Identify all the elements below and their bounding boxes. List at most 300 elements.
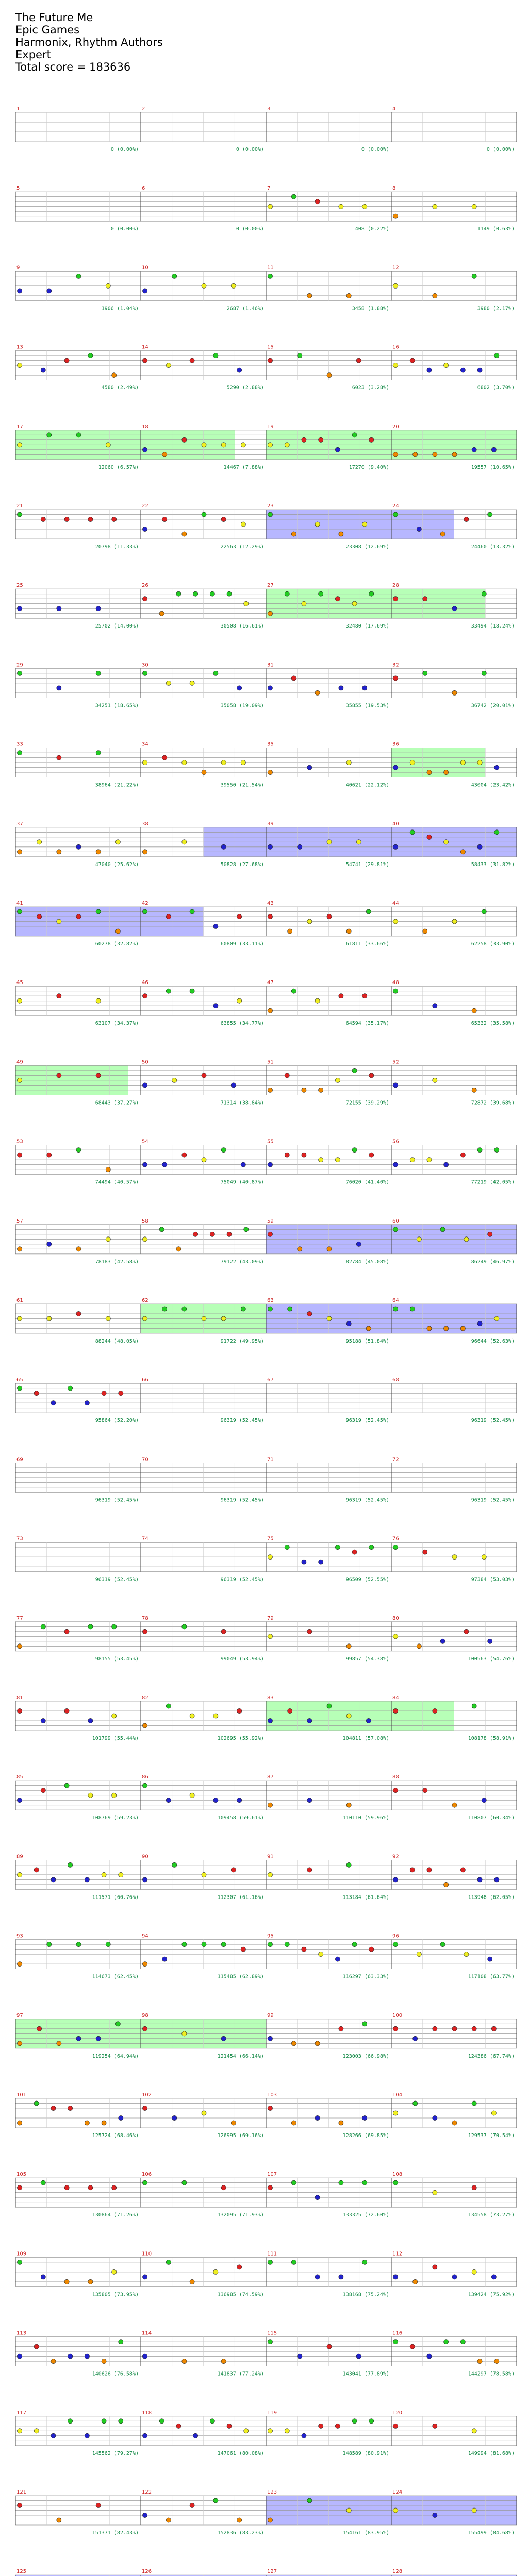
note-gem — [96, 998, 101, 1003]
note-gem — [327, 1247, 332, 1251]
note-gem — [51, 1877, 56, 1882]
measure-number: 7 — [267, 185, 271, 192]
note-gem — [327, 2344, 332, 2349]
measure-number: 116 — [392, 2330, 403, 2336]
note-gem — [285, 2429, 289, 2433]
note-gem — [427, 770, 432, 775]
note-gem — [17, 1798, 22, 1803]
note-gem — [464, 1237, 469, 1242]
note-gem — [362, 2180, 367, 2185]
measure-score: 39550 (21.54%) — [220, 782, 264, 788]
note-gem — [393, 844, 398, 849]
note-gem — [452, 2026, 457, 2031]
note-gem — [231, 1083, 236, 1088]
measure-number: 14 — [142, 344, 148, 350]
measure-number: 6 — [142, 185, 145, 192]
note-gem — [460, 1153, 465, 1157]
note-gem — [202, 443, 206, 447]
measure-score: 108769 (59.23%) — [92, 1815, 139, 1821]
measure-number: 128 — [392, 2569, 403, 2575]
measure-score: 62258 (33.90%) — [471, 941, 515, 947]
note-gem — [393, 2508, 398, 2513]
note-gem — [119, 2419, 123, 2424]
measure-score: 96319 (52.45%) — [95, 1577, 139, 1583]
note-gem — [460, 760, 465, 765]
note-gem — [444, 363, 449, 368]
note-gem — [327, 840, 332, 844]
measure-number: 111 — [267, 2251, 277, 2257]
note-gem — [57, 606, 61, 611]
note-gem — [221, 844, 226, 849]
measure-score: 40621 (22.12%) — [345, 782, 389, 788]
note-gem — [96, 751, 101, 755]
note-gem — [64, 517, 69, 521]
note-gem — [221, 443, 226, 447]
note-gem — [472, 1088, 476, 1092]
measure-score: 96644 (52.63%) — [471, 1338, 515, 1344]
note-gem — [452, 2121, 457, 2125]
measure-number: 126 — [142, 2569, 152, 2575]
note-gem — [112, 1714, 117, 1718]
note-gem — [452, 606, 457, 611]
chart-row — [15, 106, 517, 152]
note-gem — [202, 2111, 206, 2115]
note-gem — [268, 1634, 272, 1639]
measure-score: 136985 (74.59%) — [217, 2292, 264, 2298]
note-gem — [433, 1708, 437, 1713]
measure-number: 19 — [267, 423, 274, 430]
note-gem — [460, 1868, 465, 1872]
measure-score: 145562 (79.27%) — [92, 2450, 139, 2456]
measure-number: 93 — [16, 1933, 23, 1939]
note-gem — [307, 293, 312, 298]
note-gem — [17, 512, 22, 517]
note-gem — [241, 1947, 245, 1952]
note-gem — [37, 2026, 42, 2031]
measure-number: 2 — [142, 106, 145, 112]
measure-score: 110807 (60.34%) — [468, 1815, 515, 1821]
measure-score: 96319 (52.45%) — [220, 1418, 264, 1424]
measure-number: 91 — [267, 1854, 274, 1860]
measure-score: 109458 (59.61%) — [217, 1815, 264, 1821]
measure-number: 109 — [16, 2251, 27, 2257]
note-gem — [362, 204, 367, 209]
measure-score: 96319 (52.45%) — [345, 1497, 389, 1503]
note-gem — [182, 532, 187, 536]
measure-number: 54 — [142, 1139, 148, 1145]
note-gem — [268, 1872, 272, 1877]
note-gem — [472, 2101, 476, 2106]
measure-number: 4 — [392, 106, 396, 112]
note-gem — [268, 2036, 272, 2041]
measure-number: 28 — [392, 583, 399, 589]
measure-number: 122 — [142, 2489, 152, 2495]
note-gem — [237, 2265, 242, 2269]
measure-number: 67 — [267, 1377, 274, 1383]
note-gem — [307, 1868, 312, 1872]
note-gem — [319, 2424, 323, 2428]
chart-row — [15, 503, 517, 550]
measure-number: 45 — [16, 980, 23, 986]
note-gem — [268, 2260, 272, 2264]
note-gem — [68, 2354, 73, 2359]
note-gem — [362, 2260, 367, 2264]
measure-number: 74 — [142, 1536, 148, 1542]
measure-number: 80 — [392, 1615, 399, 1621]
note-gem — [221, 2185, 226, 2190]
note-gem — [241, 443, 245, 447]
note-gem — [423, 1550, 427, 1554]
note-gem — [76, 914, 81, 919]
measure-score: 96319 (52.45%) — [345, 1418, 389, 1424]
measure-number: 63 — [267, 1298, 274, 1303]
measure-score: 408 (0.22%) — [355, 226, 389, 232]
note-gem — [142, 289, 147, 293]
note-gem — [17, 671, 22, 675]
measure-score: 99857 (54.38%) — [345, 1656, 389, 1662]
note-gem — [237, 1798, 242, 1803]
note-gem — [464, 1629, 469, 1634]
measure-number: 118 — [142, 2410, 152, 2416]
measure-score: 113184 (61.64%) — [342, 1894, 389, 1901]
note-gem — [319, 1158, 323, 1162]
note-gem — [423, 929, 427, 934]
chart-row — [15, 2569, 517, 2576]
measure-number: 58 — [142, 1218, 148, 1224]
note-gem — [162, 1957, 167, 1961]
measure-number: 65 — [16, 1377, 23, 1383]
note-gem — [85, 1877, 89, 1882]
note-gem — [182, 2180, 187, 2185]
measure-score: 74494 (40.57%) — [95, 1179, 139, 1185]
note-gem — [41, 1624, 45, 1629]
note-gem — [17, 1962, 22, 1967]
note-gem — [244, 2429, 249, 2433]
measure-score: 71314 (38.84%) — [220, 1100, 264, 1106]
measure-score: 143041 (77.89%) — [342, 2371, 389, 2377]
note-gem — [346, 1714, 351, 1718]
measure-score: 65332 (35.58%) — [471, 1021, 515, 1027]
note-gem — [182, 1942, 187, 1947]
note-gem — [494, 2359, 499, 2364]
note-gem — [291, 2041, 296, 2046]
measure-score: 86249 (46.97%) — [471, 1259, 515, 1265]
note-gem — [142, 2180, 147, 2185]
note-gem — [302, 2433, 306, 2438]
chart-row — [15, 1298, 517, 1344]
measure-number: 26 — [142, 583, 148, 589]
note-gem — [427, 1326, 432, 1331]
measure-number: 73 — [16, 1536, 23, 1542]
note-gem — [202, 1158, 206, 1162]
measure-number: 41 — [16, 901, 23, 906]
note-gem — [213, 1714, 218, 1718]
note-gem — [106, 1316, 110, 1321]
note-gem — [285, 443, 289, 447]
note-gem — [190, 1793, 194, 1798]
note-gem — [433, 2026, 437, 2031]
note-gem — [339, 686, 343, 690]
note-gem — [96, 1073, 101, 1078]
chart-row — [15, 1536, 517, 1583]
note-gem — [427, 1158, 432, 1162]
note-gem — [237, 368, 242, 372]
note-gem — [41, 2275, 45, 2279]
note-gem — [41, 368, 45, 372]
note-gem — [482, 909, 486, 914]
note-gem — [176, 2424, 181, 2428]
note-gem — [472, 274, 476, 278]
note-gem — [268, 443, 272, 447]
note-gem — [17, 1872, 22, 1877]
note-gem — [162, 1307, 167, 1311]
note-gem — [423, 671, 427, 675]
note-gem — [17, 1316, 22, 1321]
note-gem — [34, 2344, 39, 2349]
note-gem — [352, 433, 357, 437]
note-gem — [488, 512, 492, 517]
note-gem — [393, 676, 398, 681]
measure-number: 123 — [267, 2489, 277, 2495]
measure-score: 1906 (1.04%) — [101, 306, 139, 312]
note-gem — [491, 2111, 496, 2115]
note-gem — [315, 2041, 320, 2046]
note-gem — [96, 671, 101, 675]
note-gem — [460, 850, 465, 854]
measure-number: 79 — [267, 1615, 274, 1621]
note-gem — [393, 1877, 398, 1882]
note-gem — [268, 1307, 272, 1311]
measure-number: 5 — [16, 185, 20, 192]
note-gem — [119, 2115, 123, 2120]
measure-number: 100 — [392, 2012, 403, 2019]
note-gem — [477, 368, 482, 372]
chart-row — [15, 1616, 517, 1662]
measure-score: 36742 (20.01%) — [471, 703, 515, 709]
note-gem — [57, 850, 61, 854]
note-gem — [460, 1326, 465, 1331]
note-gem — [106, 1237, 110, 1242]
measure-score: 38964 (21.22%) — [95, 782, 139, 788]
note-gem — [302, 1560, 306, 1564]
note-gem — [268, 2340, 272, 2344]
note-gem — [315, 522, 320, 527]
note-gem — [142, 760, 147, 765]
measure-score: 50828 (27.68%) — [220, 861, 264, 868]
measure-number: 87 — [267, 1774, 274, 1781]
note-gem — [427, 835, 432, 839]
note-gem — [64, 2185, 69, 2190]
note-gem — [452, 919, 457, 924]
note-gem — [159, 1227, 164, 1232]
note-gem — [393, 214, 398, 218]
chart-row — [15, 583, 517, 629]
note-gem — [268, 914, 272, 919]
note-gem — [488, 1232, 492, 1236]
note-gem — [291, 989, 296, 993]
note-gem — [142, 1083, 147, 1088]
note-gem — [464, 1952, 469, 1957]
measure-number: 59 — [267, 1218, 274, 1224]
note-gem — [362, 2022, 367, 2026]
note-gem — [221, 2036, 226, 2041]
measure-score: 32480 (17.69%) — [345, 623, 389, 630]
note-gem — [268, 358, 272, 363]
note-gem — [291, 194, 296, 199]
note-gem — [307, 919, 312, 924]
note-gem — [237, 686, 242, 690]
note-gem — [393, 1942, 398, 1947]
note-gem — [88, 517, 93, 521]
measure-number: 92 — [392, 1854, 399, 1860]
note-gem — [47, 433, 52, 437]
chart-row — [15, 2331, 517, 2377]
measure-score: 43004 (23.42%) — [471, 782, 515, 788]
note-gem — [237, 998, 242, 1003]
note-gem — [346, 293, 351, 298]
measure-score: 76020 (41.40%) — [345, 1179, 389, 1185]
note-gem — [142, 994, 147, 998]
chart-row — [15, 662, 517, 708]
measure-score: 22563 (12.29%) — [220, 544, 264, 550]
note-gem — [202, 512, 206, 517]
note-gem — [268, 1162, 272, 1167]
note-gem — [339, 2180, 343, 2185]
note-gem — [68, 2106, 73, 2110]
measure-score: 129537 (70.54%) — [468, 2133, 515, 2139]
note-gem — [17, 1078, 22, 1082]
note-gem — [17, 751, 22, 755]
measure-score: 12060 (6.57%) — [98, 464, 139, 470]
chart-row — [15, 424, 517, 470]
note-gem — [57, 2041, 61, 2046]
note-gem — [302, 1153, 306, 1157]
note-gem — [268, 770, 272, 775]
measure-number: 32 — [392, 662, 399, 668]
note-gem — [142, 2354, 147, 2359]
note-gem — [327, 1704, 332, 1708]
note-gem — [366, 1718, 371, 1723]
note-gem — [51, 2433, 56, 2438]
note-gem — [142, 1237, 147, 1242]
measure-score: 1149 (0.63%) — [477, 226, 515, 232]
measure-score: 130864 (71.26%) — [92, 2212, 139, 2218]
note-gem — [241, 522, 245, 527]
note-gem — [142, 1162, 147, 1167]
note-gem — [166, 1704, 171, 1708]
note-gem — [17, 909, 22, 914]
note-gem — [393, 989, 398, 993]
measure-score: 134558 (73.27%) — [468, 2212, 515, 2218]
measure-score: 3980 (2.17%) — [477, 306, 515, 312]
note-gem — [119, 1872, 123, 1877]
note-gem — [268, 611, 272, 616]
measure-score: 95188 (51.84%) — [345, 1338, 389, 1344]
note-gem — [17, 443, 22, 447]
note-gem — [96, 909, 101, 914]
note-gem — [339, 2121, 343, 2125]
note-gem — [76, 2036, 81, 2041]
measure-score: 102695 (55.92%) — [217, 1736, 264, 1741]
note-gem — [241, 760, 245, 765]
measure-number: 94 — [142, 1933, 148, 1939]
measure-score: 24460 (13.32%) — [471, 544, 515, 550]
measure-score: 0 (0.00%) — [110, 226, 139, 232]
note-gem — [491, 2275, 496, 2279]
note-gem — [366, 1326, 371, 1331]
note-gem — [41, 1788, 45, 1793]
measure-score: 119254 (64.94%) — [92, 2053, 139, 2059]
note-gem — [142, 1783, 147, 1788]
note-gem — [319, 1088, 323, 1092]
note-gem — [193, 591, 198, 596]
note-gem — [88, 1624, 93, 1629]
measure-number: 3 — [267, 106, 271, 112]
measure-score: 96319 (52.45%) — [471, 1497, 515, 1503]
note-gem — [64, 1629, 69, 1634]
measure-number: 62 — [142, 1298, 148, 1303]
note-gem — [444, 770, 449, 775]
measure-score: 60278 (32.82%) — [95, 941, 139, 947]
measure-number: 36 — [392, 741, 399, 748]
note-gem — [76, 1148, 81, 1153]
chart-row — [15, 821, 517, 868]
note-gem — [85, 1401, 89, 1405]
note-gem — [68, 1862, 73, 1867]
note-gem — [285, 1073, 289, 1078]
measure-score: 97384 (53.03%) — [471, 1577, 515, 1583]
note-gem — [190, 909, 194, 914]
note-gem — [202, 1316, 206, 1321]
note-gem — [477, 1877, 482, 1882]
note-gem — [477, 844, 482, 849]
measure-score: 96319 (52.45%) — [220, 1577, 264, 1583]
note-gem — [221, 1942, 226, 1947]
measure-score: 58433 (31.82%) — [471, 861, 515, 868]
measure-score: 0 (0.00%) — [361, 147, 389, 152]
note-gem — [96, 2503, 101, 2507]
note-gem — [47, 1316, 52, 1321]
note-gem — [142, 909, 147, 914]
note-gem — [298, 353, 302, 358]
note-gem — [182, 760, 187, 765]
measure-score: 110110 (59.96%) — [342, 1815, 389, 1821]
note-gem — [210, 1232, 214, 1236]
note-gem — [472, 2185, 476, 2190]
note-gem — [464, 517, 469, 521]
note-gem — [96, 2036, 101, 2041]
measure-number: 49 — [16, 1059, 23, 1065]
chart-row — [15, 2092, 517, 2139]
note-gem — [268, 204, 272, 209]
note-gem — [494, 1316, 499, 1321]
note-gem — [47, 289, 52, 293]
note-gem — [102, 2359, 106, 2364]
note-gem — [346, 2508, 351, 2513]
note-gem — [472, 1704, 476, 1708]
note-gem — [339, 2026, 343, 2031]
note-gem — [182, 1307, 187, 1311]
measure-score: 121454 (66.14%) — [217, 2053, 264, 2059]
note-gem — [47, 1153, 52, 1157]
note-gem — [213, 1798, 218, 1803]
note-gem — [433, 293, 437, 298]
note-gem — [366, 909, 371, 914]
note-gem — [162, 1162, 167, 1167]
note-gem — [17, 1708, 22, 1713]
chart-row — [15, 1774, 517, 1821]
note-gem — [34, 2429, 39, 2433]
